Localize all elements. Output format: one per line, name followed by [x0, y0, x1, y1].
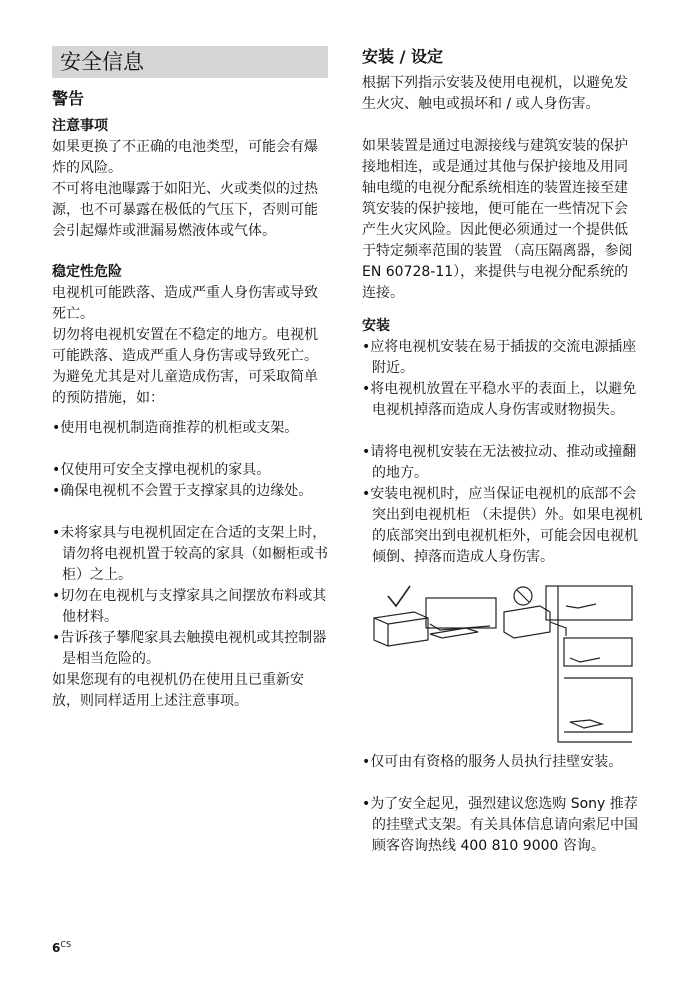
stability-heading: 稳定性危险 — [52, 264, 122, 280]
incorrect-placement-drawing — [504, 586, 632, 742]
tv-placement-illustration — [370, 582, 638, 748]
battery-paragraph-2: 不可将电池曝露于如阳光、火或类似的过热源，也不可暴露在极低的气压下，否则可能会引起爆炸或泄漏易燃液体或气体。 — [52, 181, 318, 239]
check-mark-icon — [388, 586, 410, 606]
battery-paragraph-1: 如果更换了不正确的电池类型，可能会有爆炸的风险。 — [52, 139, 318, 176]
page-number — [52, 940, 71, 955]
page-number-suffix: CS — [60, 940, 72, 949]
stability-paragraph-2: 切勿将电视机安置在不稳定的地方。电视机可能跌落、造成严重人身伤害或导致死亡。为避免尤其是对儿童造成伤害，可采取简单的预防措施，如： — [52, 327, 318, 406]
correct-placement-drawing — [374, 598, 496, 646]
list-item: • 为了安全起见，强烈建议您选购 Sony 推荐的挂壁式支架。有关具体信息请向索尼中国顾客咨询热线 400 810 9000 咨询。 — [362, 794, 648, 857]
warning-heading: 警告 — [52, 89, 85, 108]
install-paragraph-1: 根据下列指示安装及使用电视机，以避免发生火灾、触电或损坏和 / 或人身伤害。 — [362, 75, 628, 112]
stability-paragraph-1: 电视机可能跌落、造成严重人身伤害或导致死亡。 — [52, 285, 318, 322]
list-item: • 切勿在电视机与支撑家具之间摆放布料或其他材料。 — [52, 586, 328, 628]
install-sub-heading: 安装 — [362, 318, 390, 334]
list-item: • 使用电视机制造商推荐的机柜或支架。 — [52, 418, 328, 439]
prohibited-icon — [514, 587, 532, 605]
list-item: • 应将电视机安装在易于插拔的交流电源插座附近。 — [362, 337, 648, 379]
list-item: • 未将家具与电视机固定在合适的支架上时，请勿将电视机置于较高的家具（如橱柜或书柜）之上。 — [52, 523, 328, 586]
install-paragraph-2: 如果装置是通过电源接线与建筑安装的保护接地相连，或是通过其他与保护接地及用同轴电缆的电视分配系统相连的装置连接至建筑安装的保护接地，便可能在一些情况下会产生火灾风险。因此便必须通过一个提供低于特定频率范围的装置 （高压隔离器，参阅 EN 60728-11），来提供与电视分配系统的连接。 — [362, 138, 633, 301]
precautions-heading: 注意事项 — [52, 118, 108, 134]
list-item: • 告诉孩子攀爬家具去触摸电视机或其控制器是相当危险的。 — [52, 628, 328, 670]
page-number-value: 6 — [52, 941, 61, 955]
list-item: • 请将电视机安装在无法被拉动、推动或撞翻的地方。 — [362, 442, 648, 484]
stability-paragraph-3: 如果您现有的电视机仍在使用且已重新安放，则同样适用上述注意事项。 — [52, 672, 304, 709]
list-item: • 确保电视机不会置于支撑家具的边缘处。 — [52, 481, 328, 502]
list-item: • 仅可由有资格的服务人员执行挂壁安装。 — [362, 752, 648, 773]
list-item: • 仅使用可安全支撑电视机的家具。 — [52, 460, 328, 481]
section-title: 安全信息 — [60, 50, 144, 74]
list-item: • 将电视机放置在平稳水平的表面上，以避免电视机掉落而造成人身伤害或财物损失。 — [362, 379, 648, 421]
list-item: • 安装电视机时，应当保证电视机的底部不会突出到电视机柜 （未提供）外。如果电视机的底部突出到电视机柜外，可能会因电视机倾倒、掉落而造成人身伤害。 — [362, 484, 648, 568]
install-heading: 安装 / 设定 — [362, 47, 443, 66]
